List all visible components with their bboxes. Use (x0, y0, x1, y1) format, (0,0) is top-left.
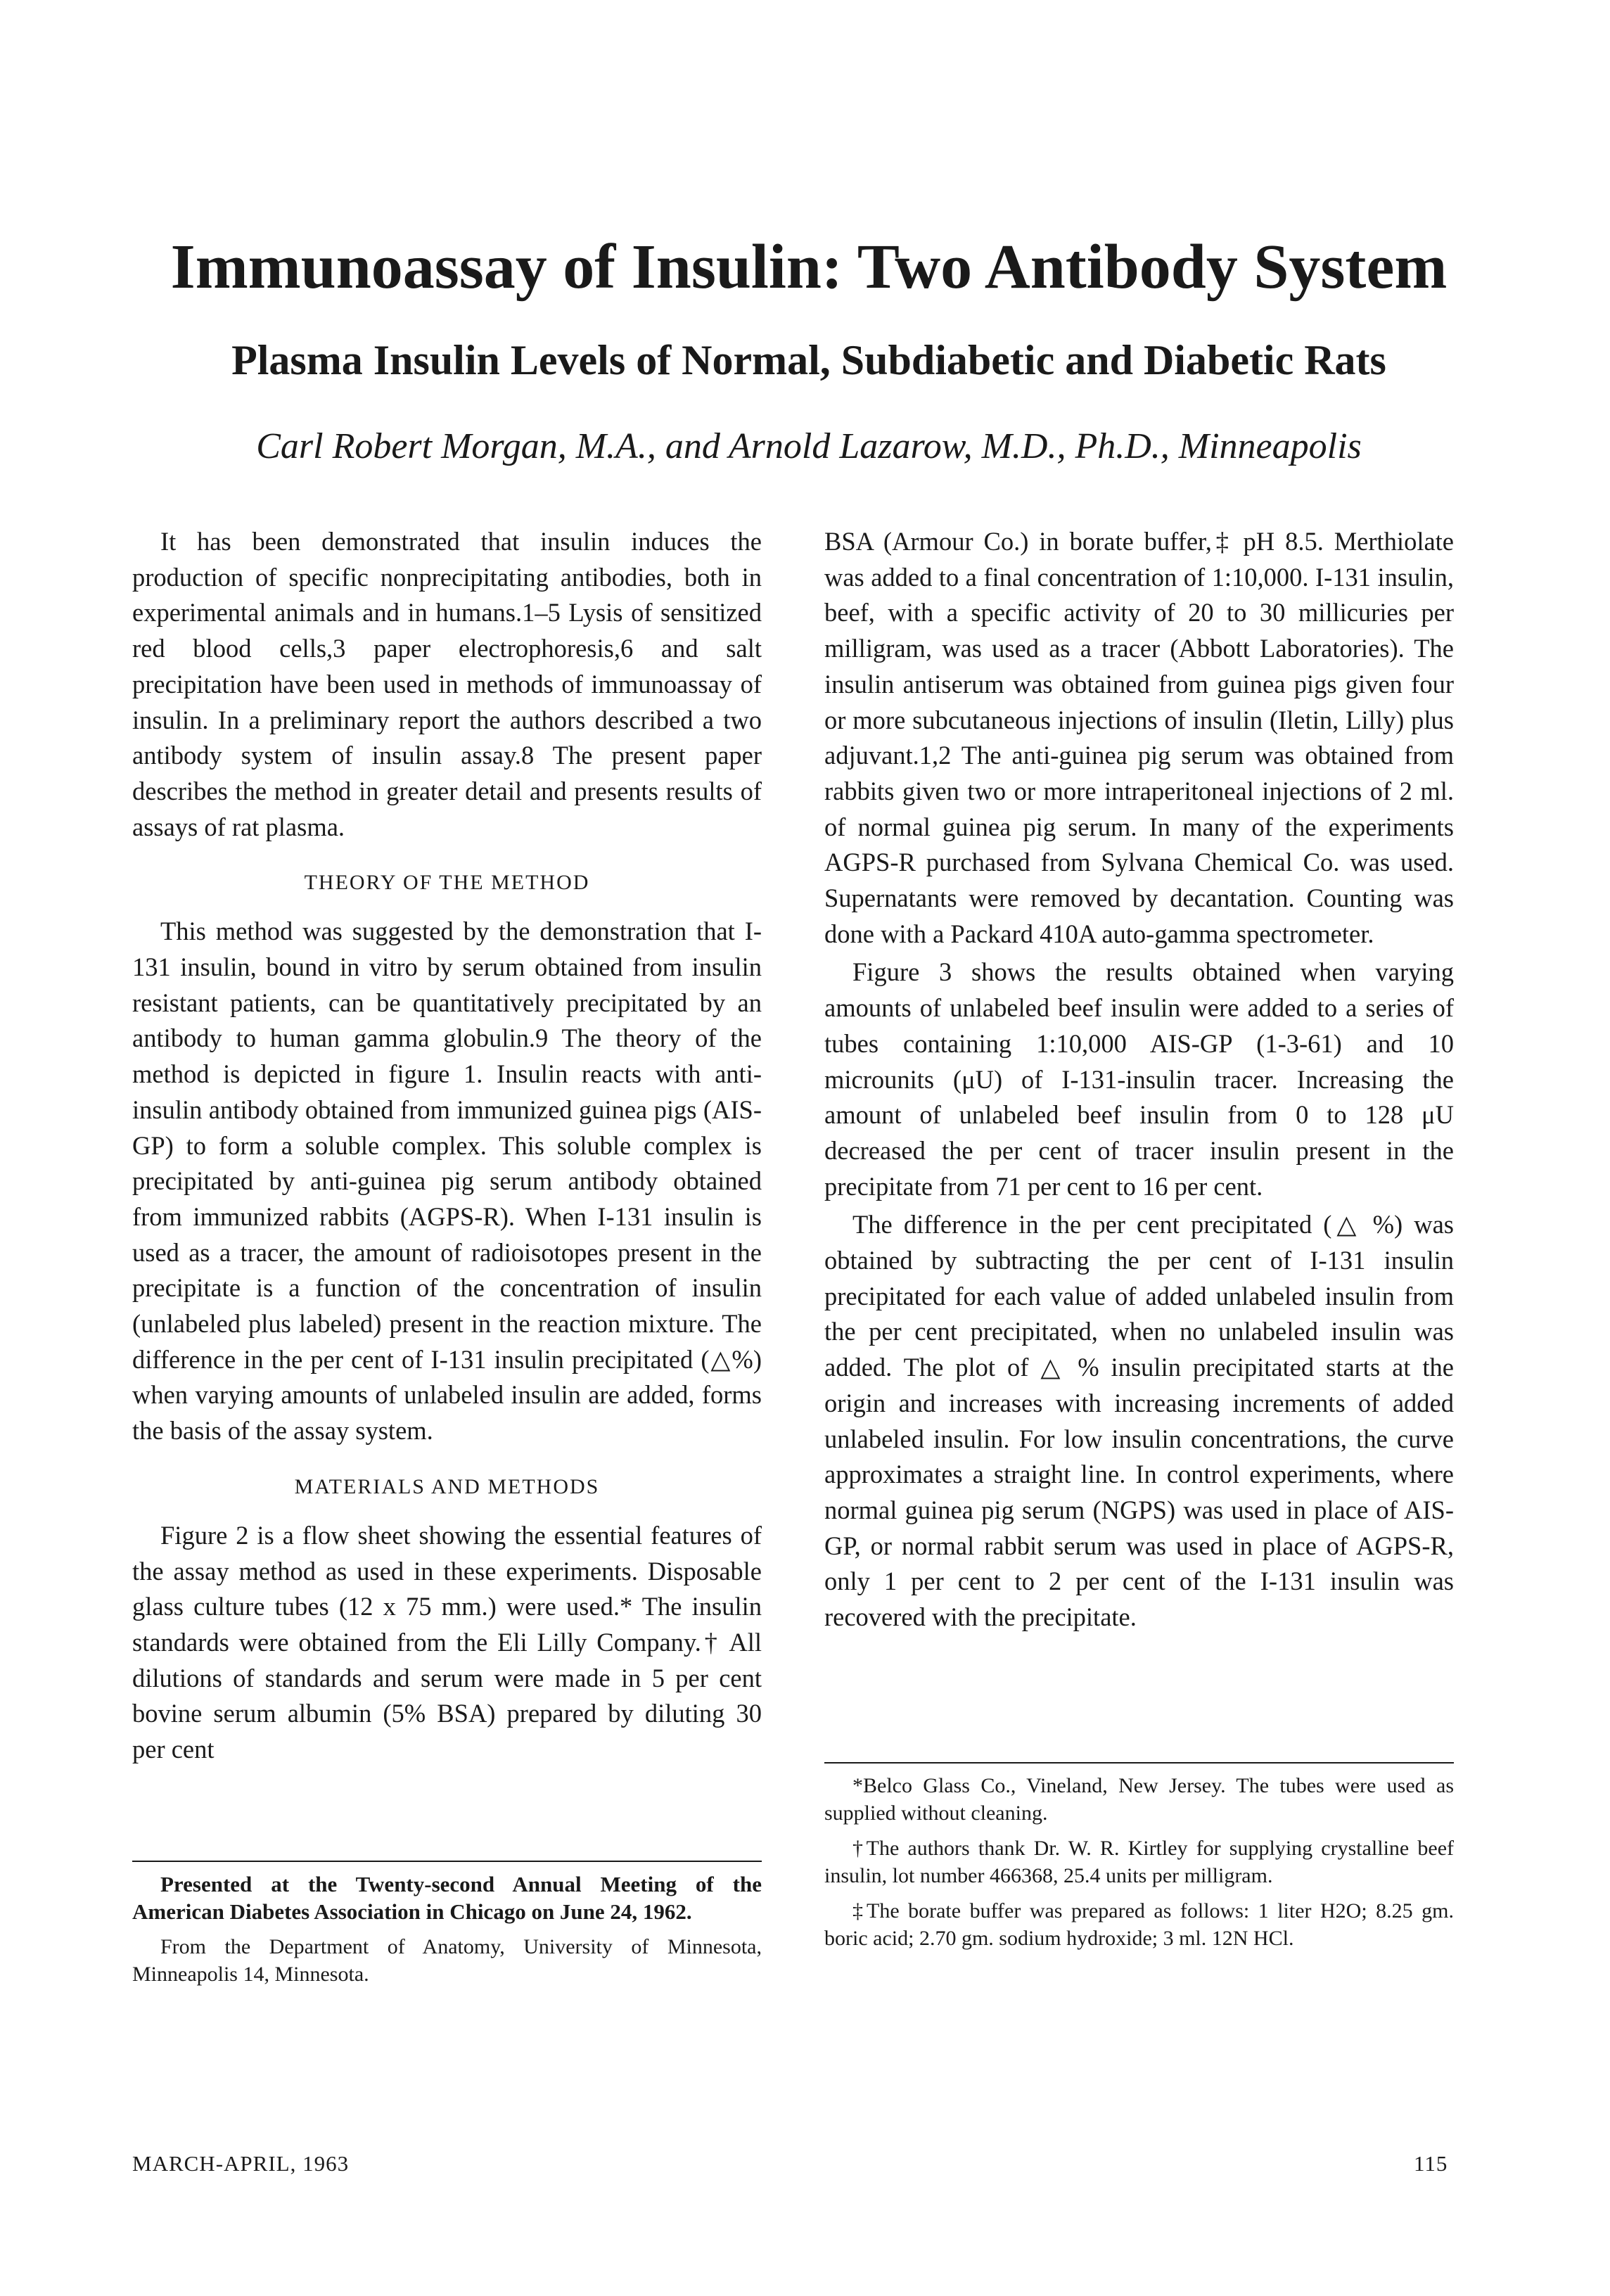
affiliation-note: From the Department of Anatomy, University of Minnesota, Minneapolis 14, Minnesota. (132, 1935, 762, 1986)
footnote-double-dagger: ‡The borate buffer was prepared as follows: 1 liter H2O; 8.25 gm. boric acid; 2.70 gm. sodium hydroxide; 3 ml. 12N HCl. (824, 1899, 1454, 1950)
delta-percent-paragraph: The difference in the per cent precipitated (△ %) was obtained by subtracting the per cent of I-131 insulin precipitated for each value of added unlabeled insulin from the per cent precipitated, when no unlabeled insulin was added. The plot of △ % insulin precipitated starts at the origin and increases with increasing increments of added unlabeled insulin. For low insulin concentrations, the curve approximates a straight line. In control experiments, where normal guinea pig serum (NGPS) was used in place of AIS-GP, or normal rabbit serum was used in place of AGPS-R, only 1 per cent to 2 per cent of the I-131 insulin was recovered with the precipitate. (824, 1210, 1454, 1632)
article-title: Immunoassay of Insulin: Two Antibody System (170, 232, 1448, 302)
left-column (132, 524, 762, 1768)
methods-continued-paragraph: BSA (Armour Co.) in borate buffer,‡ pH 8.5. Merthiolate was added to a final concentration of 1:10,000. I-131 insulin, beef, with a specific activity of 20 to 30 millicuries per milligram, was used as a tracer (Abbott Laboratories). The insulin antiserum was obtained from guinea pigs given four or more subcutaneous injections of insulin (Iletin, Lilly) plus adjuvant.1,2 The anti-guinea pig serum was obtained from rabbits given two or more intraperitoneal injections of 2 ml. of normal guinea pig serum. In many of the experiments AGPS-R purchased from Sylvana Chemical Co. was used. Supernatants were removed by decantation. Counting was done with a Packard 410A auto-gamma spectrometer. (824, 527, 1454, 948)
right-footnotes (824, 1773, 1454, 1960)
page-number: 115 (1414, 2151, 1448, 2176)
theory-heading: THEORY OF THE METHOD (304, 871, 590, 895)
right-footnote-rule (824, 1762, 1454, 1764)
figure-3-paragraph: Figure 3 shows the results obtained when varying amounts of unlabeled beef insulin were added to a series of tubes containing 1:10,000 AIS-GP (1-3-61) and 10 microunits (μU) of I-131-insulin tracer. Increasing the amount of unlabeled beef insulin from 0 to 128 μU decreased the per cent of tracer insulin present in the precipitate from 71 per cent to 16 per cent. (824, 957, 1454, 1201)
footnote-dagger: †The authors thank Dr. W. R. Kirtley for supplying crystalline beef insulin, lot number 466368, 25.4 units per milligram. (824, 1837, 1454, 1887)
methods-paragraph: Figure 2 is a flow sheet showing the essential features of the assay method as used in these experiments. Disposable glass culture tubes (12 x 75 mm.) were used.* The insulin standards were obtained from the Eli Lilly Company.† All dilutions of standards and serum were made in 5 per cent bovine serum albumin (5% BSA) prepared by diluting 30 per cent (132, 1520, 762, 1764)
left-footnotes (132, 1871, 762, 1996)
intro-paragraph: It has been demonstrated that insulin induces the production of specific nonprecipitating antibodies, both in experimental animals and in humans.1–5 Lysis of sensitized red blood cells,3 paper electrophoresis,6 and salt precipitation have been used in methods of immunoassay of insulin. In a preliminary report the authors described a two antibody system of insulin assay.8 The present paper describes the method in greater detail and presents results of assays of rat plasma. (132, 527, 762, 841)
footnote-star: *Belco Glass Co., Vineland, New Jersey. The tubes were used as supplied without cleaning. (824, 1774, 1454, 1825)
author-line: Carl Robert Morgan, M.A., and Arnold Lazarow, M.D., Ph.D., Minneapolis (256, 426, 1362, 466)
left-footnote-rule (132, 1861, 762, 1862)
article-subtitle: Plasma Insulin Levels of Normal, Subdiabetic and Diabetic Rats (231, 337, 1386, 383)
issue-date: MARCH-APRIL, 1963 (132, 2151, 350, 2176)
right-column (824, 524, 1454, 1635)
methods-heading: MATERIALS AND METHODS (294, 1474, 600, 1498)
theory-paragraph: This method was suggested by the demonstration that I-131 insulin, bound in vitro by serum obtained from insulin resistant patients, can be quantitatively precipitated by an antibody to human gamma globulin.9 The theory of the method is depicted in figure 1. Insulin reacts with anti-insulin antibody obtained from immunized guinea pigs (AIS-GP) to form a soluble complex. This soluble complex is precipitated by anti-guinea pig serum antibody obtained from immunized rabbits (AGPS-R). When I-131 insulin is used as a tracer, the amount of radioisotopes present in the precipitate is a function of the concentration of insulin (unlabeled plus labeled) present in the reaction mixture. The difference in the per cent of I-131 insulin precipitated (△%) when varying amounts of unlabeled insulin are added, forms the basis of the assay system. (132, 917, 762, 1446)
presentation-note: Presented at the Twenty-second Annual Meeting of the American Diabetes Association in Chicago on June 24, 1962. (132, 1872, 762, 1924)
